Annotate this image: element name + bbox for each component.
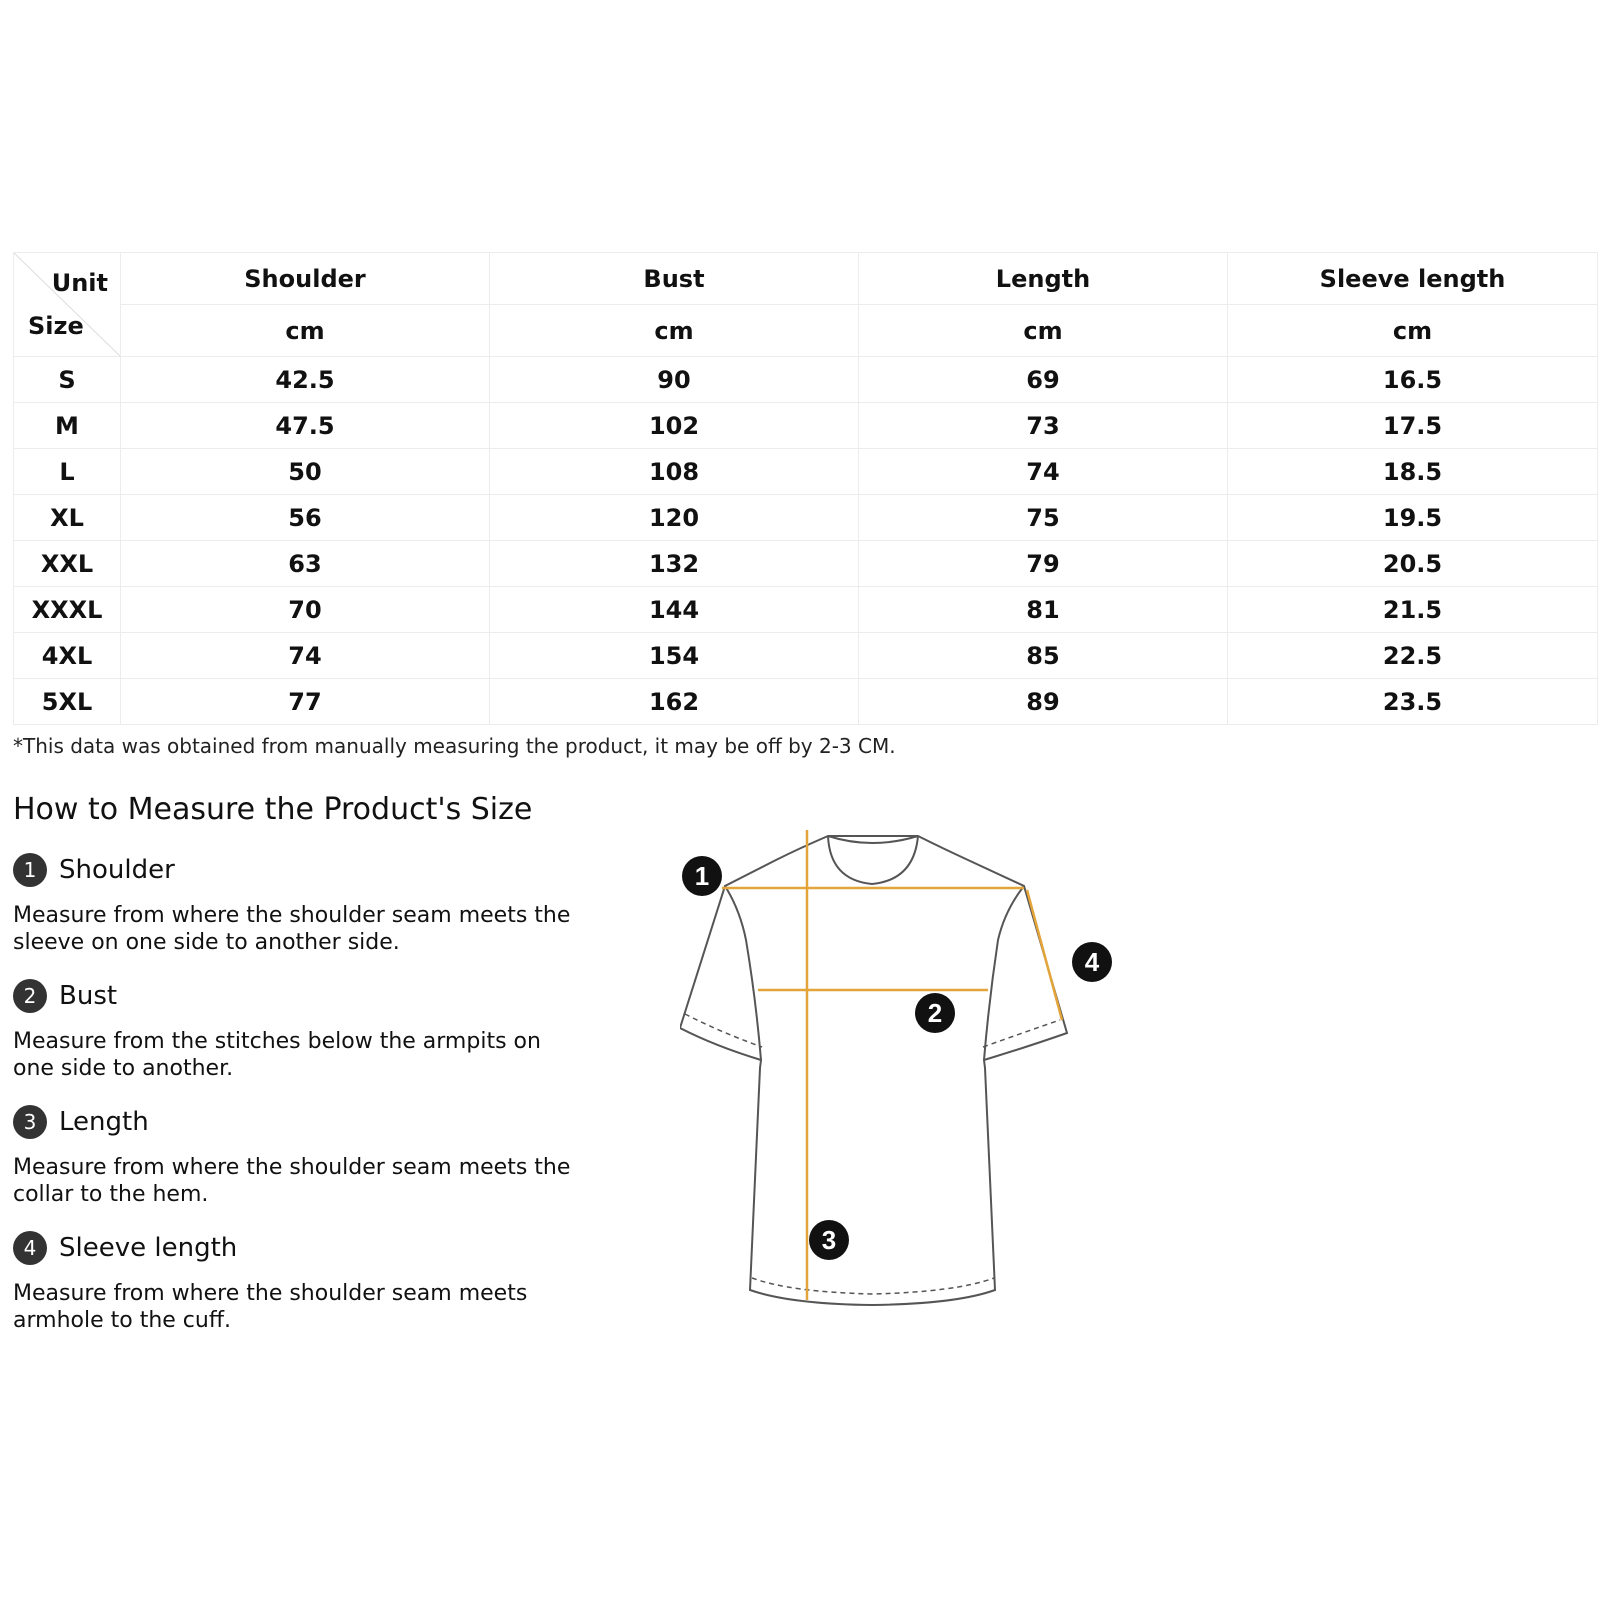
value-cell: 74	[859, 449, 1228, 495]
value-cell: 154	[490, 633, 859, 679]
value-cell: 23.5	[1228, 679, 1598, 725]
step-number-badge: 2	[13, 979, 47, 1013]
size-cell: XXXL	[14, 587, 121, 633]
header-shoulder: Shoulder	[121, 253, 490, 305]
table-row	[14, 633, 1598, 679]
value-cell: 120	[490, 495, 859, 541]
step-header	[13, 1104, 573, 1140]
measure-lines	[722, 830, 1062, 1300]
value-cell: 108	[490, 449, 859, 495]
marker-3	[809, 1220, 849, 1260]
value-cell: 42.5	[121, 357, 490, 403]
value-cell: 63	[121, 541, 490, 587]
step-shoulder	[13, 852, 573, 956]
stitch-lines	[685, 1014, 1060, 1294]
value-cell: 69	[859, 357, 1228, 403]
value-cell: 17.5	[1228, 403, 1598, 449]
value-cell: 77	[121, 679, 490, 725]
step-header	[13, 978, 573, 1014]
marker-1-label: 1	[694, 861, 710, 891]
header-length: Length	[859, 253, 1228, 305]
value-cell: 144	[490, 587, 859, 633]
step-description: Measure from where the shoulder seam meets the collar to the hem.	[13, 1155, 571, 1207]
step-length	[13, 1104, 573, 1208]
marker-2	[915, 993, 955, 1033]
header-sleeve-length: Sleeve length	[1228, 253, 1598, 305]
value-cell: 85	[859, 633, 1228, 679]
table-row	[14, 449, 1598, 495]
step-header	[13, 1230, 573, 1266]
step-number-badge: 1	[13, 853, 47, 887]
size-cell: L	[14, 449, 121, 495]
header-row	[14, 253, 1598, 305]
value-cell: 21.5	[1228, 587, 1598, 633]
step-bust	[13, 978, 573, 1082]
value-cell: 22.5	[1228, 633, 1598, 679]
table-row	[14, 679, 1598, 725]
value-cell: 19.5	[1228, 495, 1598, 541]
unit-shoulder: cm	[121, 305, 490, 357]
value-cell: 70	[121, 587, 490, 633]
unit-bust: cm	[490, 305, 859, 357]
step-sleeve-length	[13, 1230, 573, 1334]
step-label: Sleeve length	[59, 1233, 238, 1263]
table-row	[14, 541, 1598, 587]
marker-1	[682, 856, 722, 896]
step-header	[13, 852, 573, 888]
value-cell: 73	[859, 403, 1228, 449]
step-description: Measure from where the shoulder seam meets armhole to the cuff.	[13, 1281, 528, 1333]
marker-4	[1072, 942, 1112, 982]
corner-size-label: Size	[28, 312, 84, 340]
value-cell: 18.5	[1228, 449, 1598, 495]
value-cell: 75	[859, 495, 1228, 541]
value-cell: 56	[121, 495, 490, 541]
unit-row	[14, 305, 1598, 357]
value-cell: 102	[490, 403, 859, 449]
value-cell: 90	[490, 357, 859, 403]
step-description: Measure from the stitches below the armpits on one side to another.	[13, 1029, 541, 1081]
step-number-badge: 4	[13, 1231, 47, 1265]
value-cell: 132	[490, 541, 859, 587]
value-cell: 47.5	[121, 403, 490, 449]
value-cell: 50	[121, 449, 490, 495]
corner-cell	[14, 253, 121, 357]
size-cell: 5XL	[14, 679, 121, 725]
step-number-badge: 3	[13, 1105, 47, 1139]
tshirt-outline	[680, 836, 1067, 1305]
value-cell: 162	[490, 679, 859, 725]
header-bust: Bust	[490, 253, 859, 305]
value-cell: 89	[859, 679, 1228, 725]
step-description: Measure from where the shoulder seam meets the sleeve on one side to another side.	[13, 903, 571, 955]
table-row	[14, 357, 1598, 403]
value-cell: 20.5	[1228, 541, 1598, 587]
corner-unit-label: Unit	[51, 269, 108, 297]
value-cell: 74	[121, 633, 490, 679]
unit-sleeve-length: cm	[1228, 305, 1598, 357]
size-cell: M	[14, 403, 121, 449]
size-cell: XXL	[14, 541, 121, 587]
value-cell: 16.5	[1228, 357, 1598, 403]
step-label: Length	[59, 1107, 149, 1137]
marker-3-label: 3	[821, 1225, 837, 1255]
size-chart-table	[13, 252, 1598, 725]
marker-2-label: 2	[927, 998, 943, 1028]
tshirt-measurement-diagram	[680, 820, 1120, 1310]
table-row	[14, 495, 1598, 541]
size-cell: S	[14, 357, 121, 403]
measurement-note: *This data was obtained from manually measuring the product, it may be off by 2-3 CM.	[13, 734, 896, 758]
size-cell: 4XL	[14, 633, 121, 679]
step-label: Shoulder	[59, 855, 175, 885]
value-cell: 79	[859, 541, 1228, 587]
step-label: Bust	[59, 981, 118, 1011]
table-row	[14, 587, 1598, 633]
marker-4-label: 4	[1084, 947, 1100, 977]
size-cell: XL	[14, 495, 121, 541]
unit-length: cm	[859, 305, 1228, 357]
value-cell: 81	[859, 587, 1228, 633]
guide-title: How to Measure the Product's Size	[13, 792, 533, 827]
table-row	[14, 403, 1598, 449]
